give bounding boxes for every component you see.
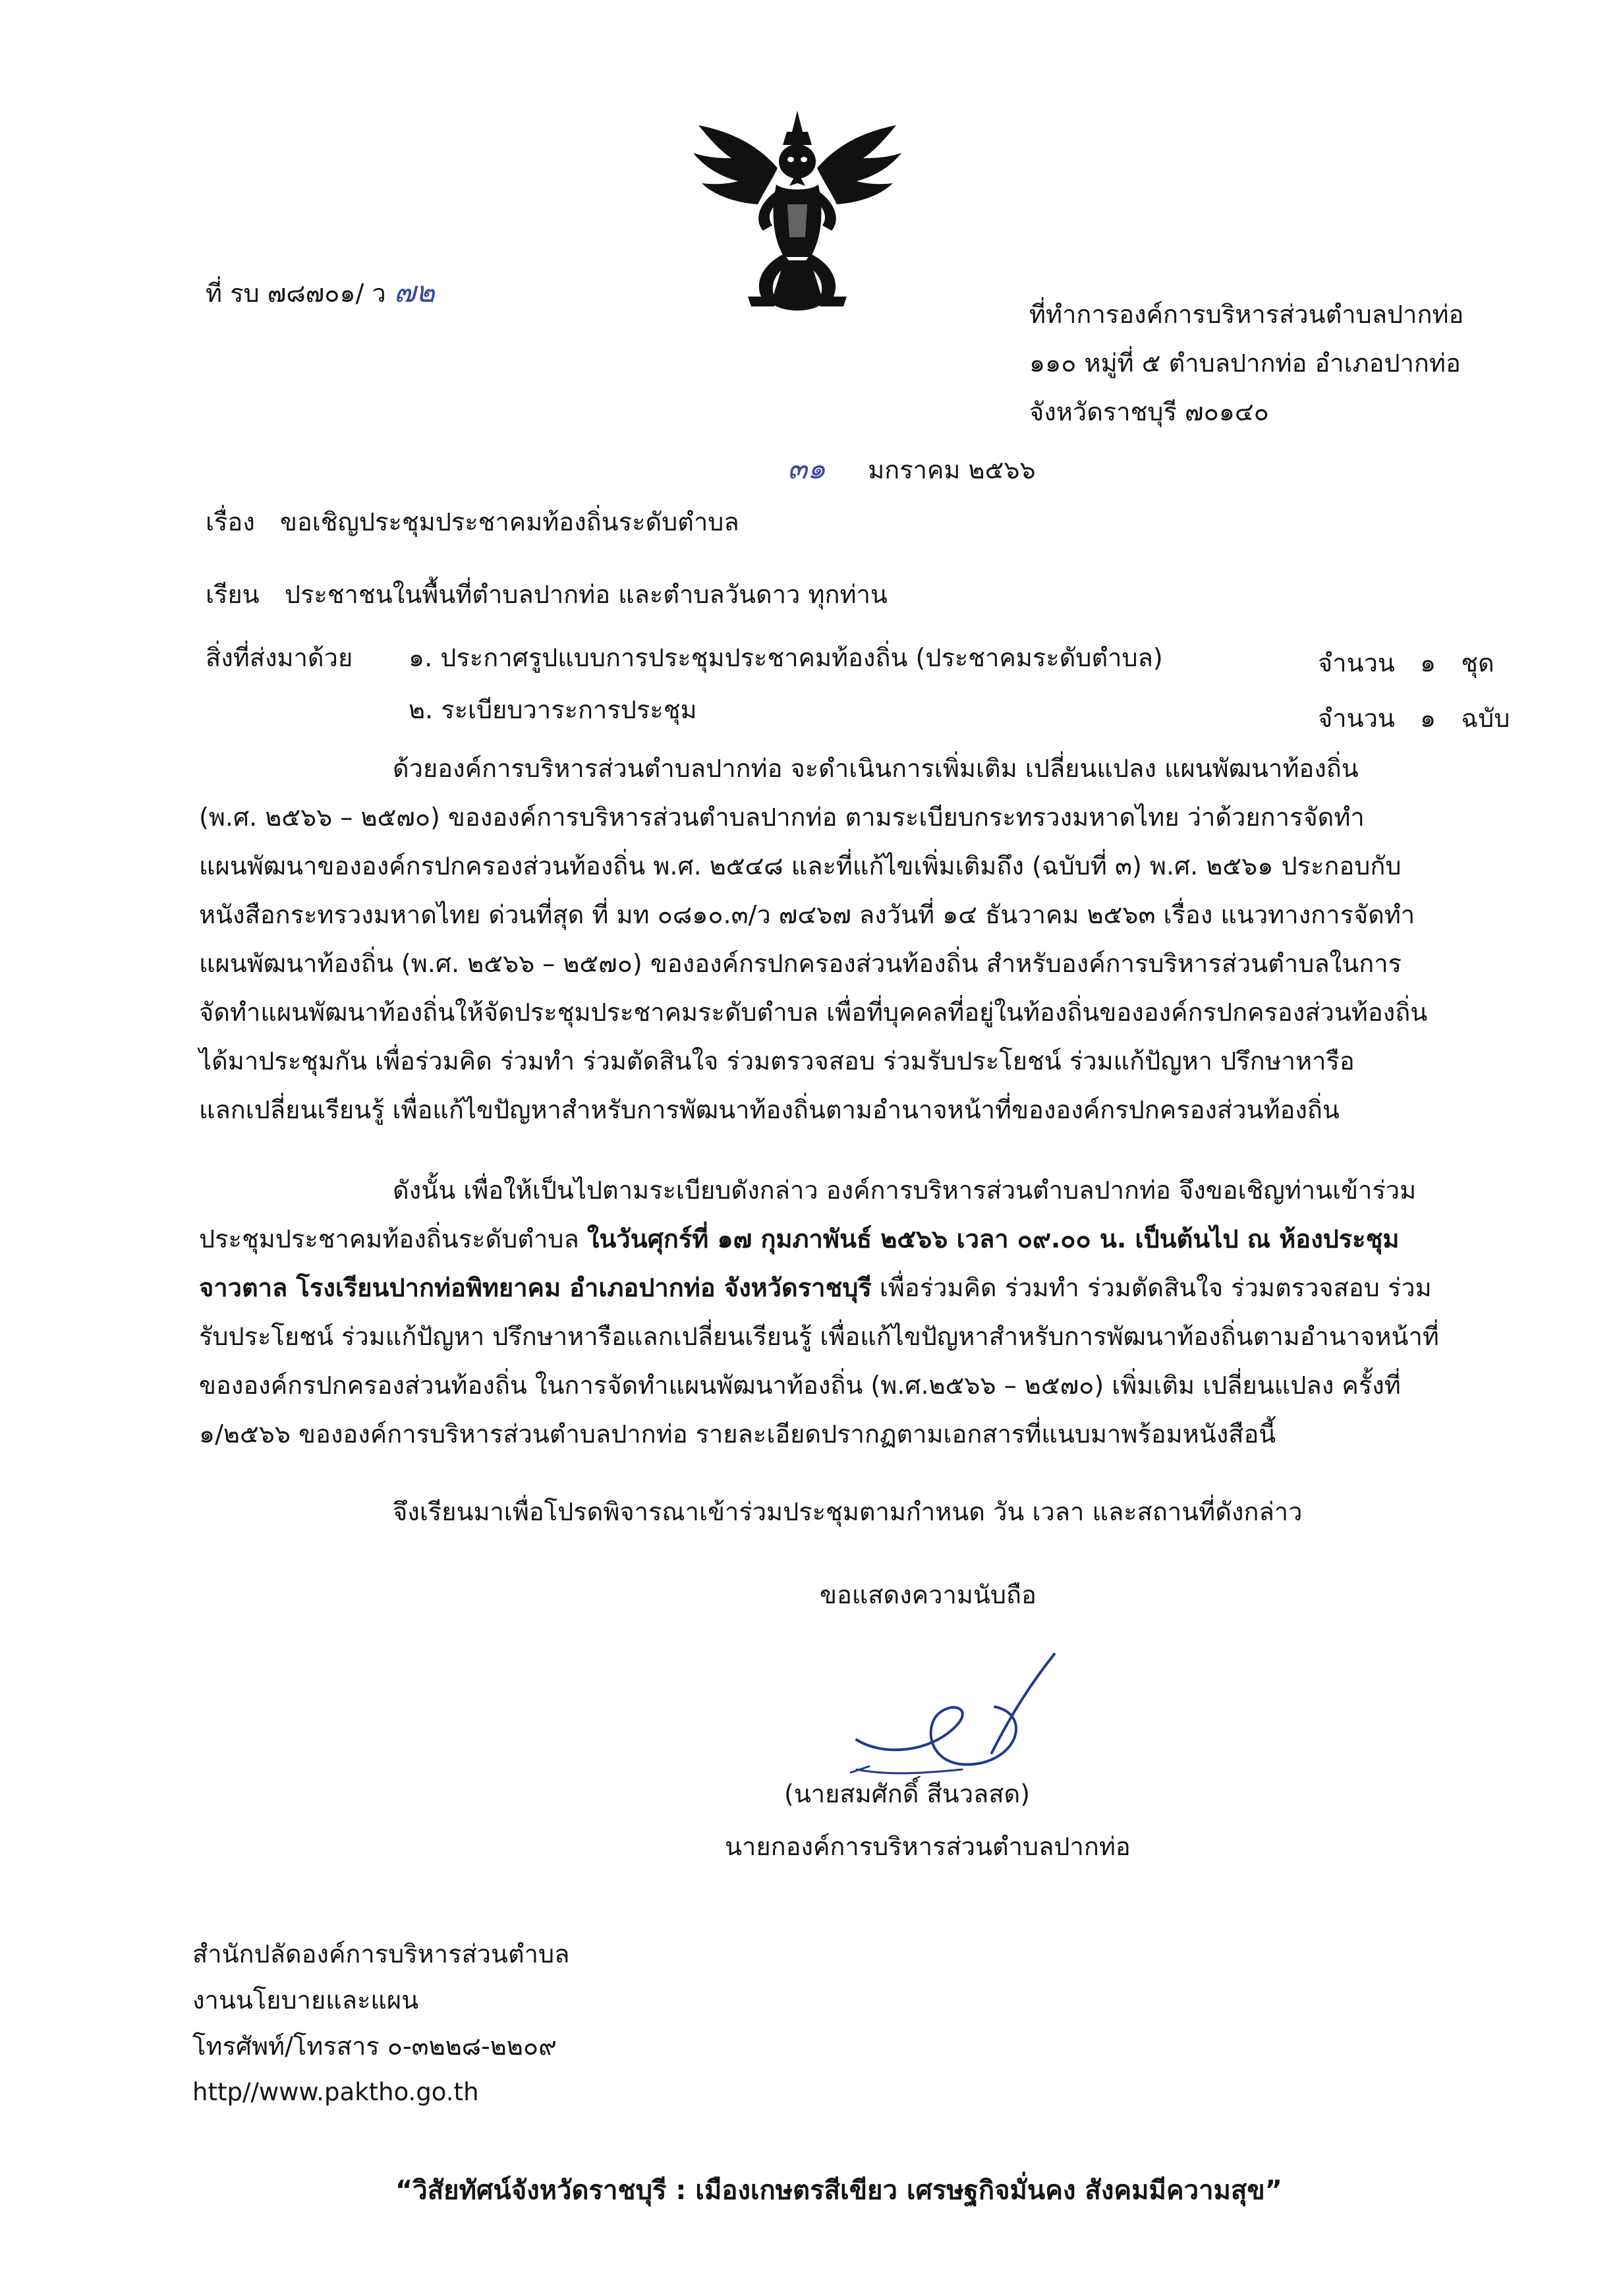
section-name: งานนโยบายและแผน	[192, 1986, 419, 2015]
qty-unit: ชุด	[1461, 648, 1494, 677]
sender-address	[1029, 290, 1463, 436]
paragraph-line: แผนพัฒนาขององค์กรปกครองส่วนท้องถิ่น พ.ศ. ๒๕๔๘ และที่แก้ไขเพิ่มเติมถึง (ฉบับที่ ๓) พ.ศ. ๒๕๖๑ ประกอบกับ	[199, 851, 1402, 880]
phone-fax: โทรศัพท์/โทรสาร ๐-๓๒๒๘-๒๒๐๙	[192, 2032, 557, 2061]
footer-contact	[192, 1931, 569, 2115]
date-day-handwritten: ๓๑	[787, 452, 826, 486]
paragraph-line: ด้วยองค์การบริหารส่วนตำบลปากท่อ จะดำเนินการเพิ่มเติม เปลี่ยนแปลง แผนพัฒนาท้องถิ่น	[393, 754, 1359, 783]
address-line: ที่ทำการองค์การบริหารส่วนตำบลปากท่อ	[1029, 300, 1464, 329]
subject-label: เรื่อง	[206, 507, 255, 536]
qty-label: จำนวน	[1318, 648, 1395, 677]
paragraph-line: รับประโยชน์ ร่วมแก้ปัญหา ปรึกษาหารือแลกเปลี่ยนเรียนรู้ เพื่อแก้ไขปัญหาสำหรับการพัฒนาท้องถิ่นตามอำนาจหน้าที่	[199, 1322, 1439, 1351]
letter-date	[787, 452, 1036, 487]
recipient-text: ประชาชนในพื้นที่ตำบลปากท่อ และตำบลวันดาว ทุกท่าน	[284, 580, 888, 609]
qty-num: ๑	[1420, 704, 1436, 733]
office-name: สำนักปลัดองค์การบริหารส่วนตำบล	[192, 1939, 570, 1968]
paragraph-line: ขององค์กรปกครองส่วนท้องถิ่น ในการจัดทำแผนพัฒนาท้องถิ่น (พ.ศ.๒๕๖๖ – ๒๕๗๐) เพิ่มเติม เปลี่ยนแปลง ครั้งที่	[199, 1371, 1401, 1400]
paragraph-line: (พ.ศ. ๒๕๖๖ – ๒๕๗๐) ขององค์การบริหารส่วนตำบลปากท่อ ตามระเบียบกระทรวงมหาดไทย ว่าด้วยการจัดทำ	[199, 803, 1365, 832]
qty-unit: ฉบับ	[1461, 704, 1510, 733]
text-run: ประชุมประชาคมท้องถิ่นระดับตำบล	[199, 1224, 587, 1253]
paragraph-line: ๑/๒๕๖๖ ขององค์การบริหารส่วนตำบลปากท่อ รายละเอียดปรากฏตามเอกสารที่แนบมาพร้อมหนังสือนี้	[199, 1420, 1276, 1449]
province-motto: “วิสัยทัศน์จังหวัดราชบุรี : เมืองเกษตรสีเขียว เศรษฐกิจมั่นคง สังคมมีความสุข”	[395, 2175, 1282, 2206]
subject	[206, 507, 739, 538]
paragraph-line: แผนพัฒนาท้องถิ่น (พ.ศ. ๒๕๖๖ – ๒๕๗๐) ขององค์กรปกครองส่วนท้องถิ่น สำหรับองค์การบริหารส่วนตำบลในการ	[199, 949, 1402, 978]
enclosure-qty	[1318, 704, 1510, 734]
enclosure-item	[409, 695, 697, 726]
reference-number	[206, 275, 435, 310]
reference-handwritten: ๗๒	[393, 275, 435, 309]
address-line: จังหวัดราชบุรี ๗๐๑๔๐	[1029, 397, 1269, 426]
paragraph-line	[199, 1273, 1432, 1304]
paragraph-line: จัดทำแผนพัฒนาท้องถิ่นให้จัดประชุมประชาคมระดับตำบล เพื่อที่บุคคลที่อยู่ในท้องถิ่นขององค์กรปกครองส่วนท้องถิ่น	[199, 998, 1428, 1027]
date-month-year: มกราคม ๒๕๖๖	[868, 455, 1036, 484]
enclosure-item	[409, 643, 1163, 674]
meeting-venue: จาวตาล โรงเรียนปากท่อพิทยาคม อำเภอปากท่อ จังหวัดราชบุรี	[199, 1273, 872, 1302]
recipient	[206, 580, 888, 610]
website-url: http//www.paktho.go.th	[192, 2078, 479, 2106]
garuda-emblem	[685, 105, 909, 323]
enclosure-text: ๒. ระเบียบวาระการประชุม	[409, 695, 697, 724]
meeting-datetime: ในวันศุกร์ที่ ๑๗ กุมภาพันธ์ ๒๕๖๖ เวลา ๐๙.๐๐ น. เป็นต้นไป ณ ห้องประชุม	[586, 1224, 1400, 1253]
reference-prefix: ที่ รบ ๗๘๗๐๑/ ว	[206, 279, 386, 308]
signer-position: นายกองค์การบริหารส่วนตำบลปากท่อ	[725, 1832, 1131, 1861]
qty-label: จำนวน	[1318, 704, 1395, 733]
closing-regards: ขอแสดงความนับถือ	[820, 1580, 1037, 1609]
signature	[830, 1641, 1061, 1793]
enclosure-text: ๑. ประกาศรูปแบบการประชุมประชาคมท้องถิ่น (ประชาคมระดับตำบล)	[409, 643, 1163, 672]
body-paragraph-3: จึงเรียนมาเพื่อโปรดพิจารณาเข้าร่วมประชุมตามกำหนด วัน เวลา และสถานที่ดังกล่าว	[393, 1497, 1303, 1526]
paragraph-line: ได้มาประชุมกัน เพื่อร่วมคิด ร่วมทำ ร่วมตัดสินใจ ร่วมตรวจสอบ ร่วมรับประโยชน์ ร่วมแก้ปัญหา ปรึกษาหารือ	[199, 1047, 1355, 1076]
paragraph-line: แลกเปลี่ยนเรียนรู้ เพื่อแก้ไขปัญหาสำหรับการพัฒนาท้องถิ่นตามอำนาจหน้าที่ขององค์กรปกครองส่วนท้องถิ่น	[199, 1095, 1340, 1124]
qty-num: ๑	[1420, 648, 1436, 677]
paragraph-line	[199, 1224, 1399, 1255]
subject-text: ขอเชิญประชุมประชาคมท้องถิ่นระดับตำบล	[279, 507, 739, 536]
paragraph-line: หนังสือกระทรวงมหาดไทย ด่วนที่สุด ที่ มท ๐๘๑๐.๓/ว ๗๔๖๗ ลงวันที่ ๑๔ ธันวาคม ๒๕๖๓ เรื่อง แนวทางการจัดทำ	[199, 900, 1415, 929]
enclosure-qty	[1318, 648, 1494, 679]
address-line: ๑๑๐ หมู่ที่ ๕ ตำบลปากท่อ อำเภอปากท่อ	[1029, 349, 1461, 378]
text-run: เพื่อร่วมคิด ร่วมทำ ร่วมตัดสินใจ ร่วมตรวจสอบ ร่วม	[871, 1273, 1432, 1302]
signer-name: (นายสมศักดิ์ สีนวลสด)	[784, 1779, 1031, 1808]
recipient-label: เรียน	[206, 580, 260, 609]
paragraph-line: ดังนั้น เพื่อให้เป็นไปตามระเบียบดังกล่าว องค์การบริหารส่วนตำบลปากท่อ จึงขอเชิญท่านเข้าร่วม	[393, 1176, 1417, 1205]
enclosures-label: สิ่งที่ส่งมาด้วย	[206, 643, 353, 672]
